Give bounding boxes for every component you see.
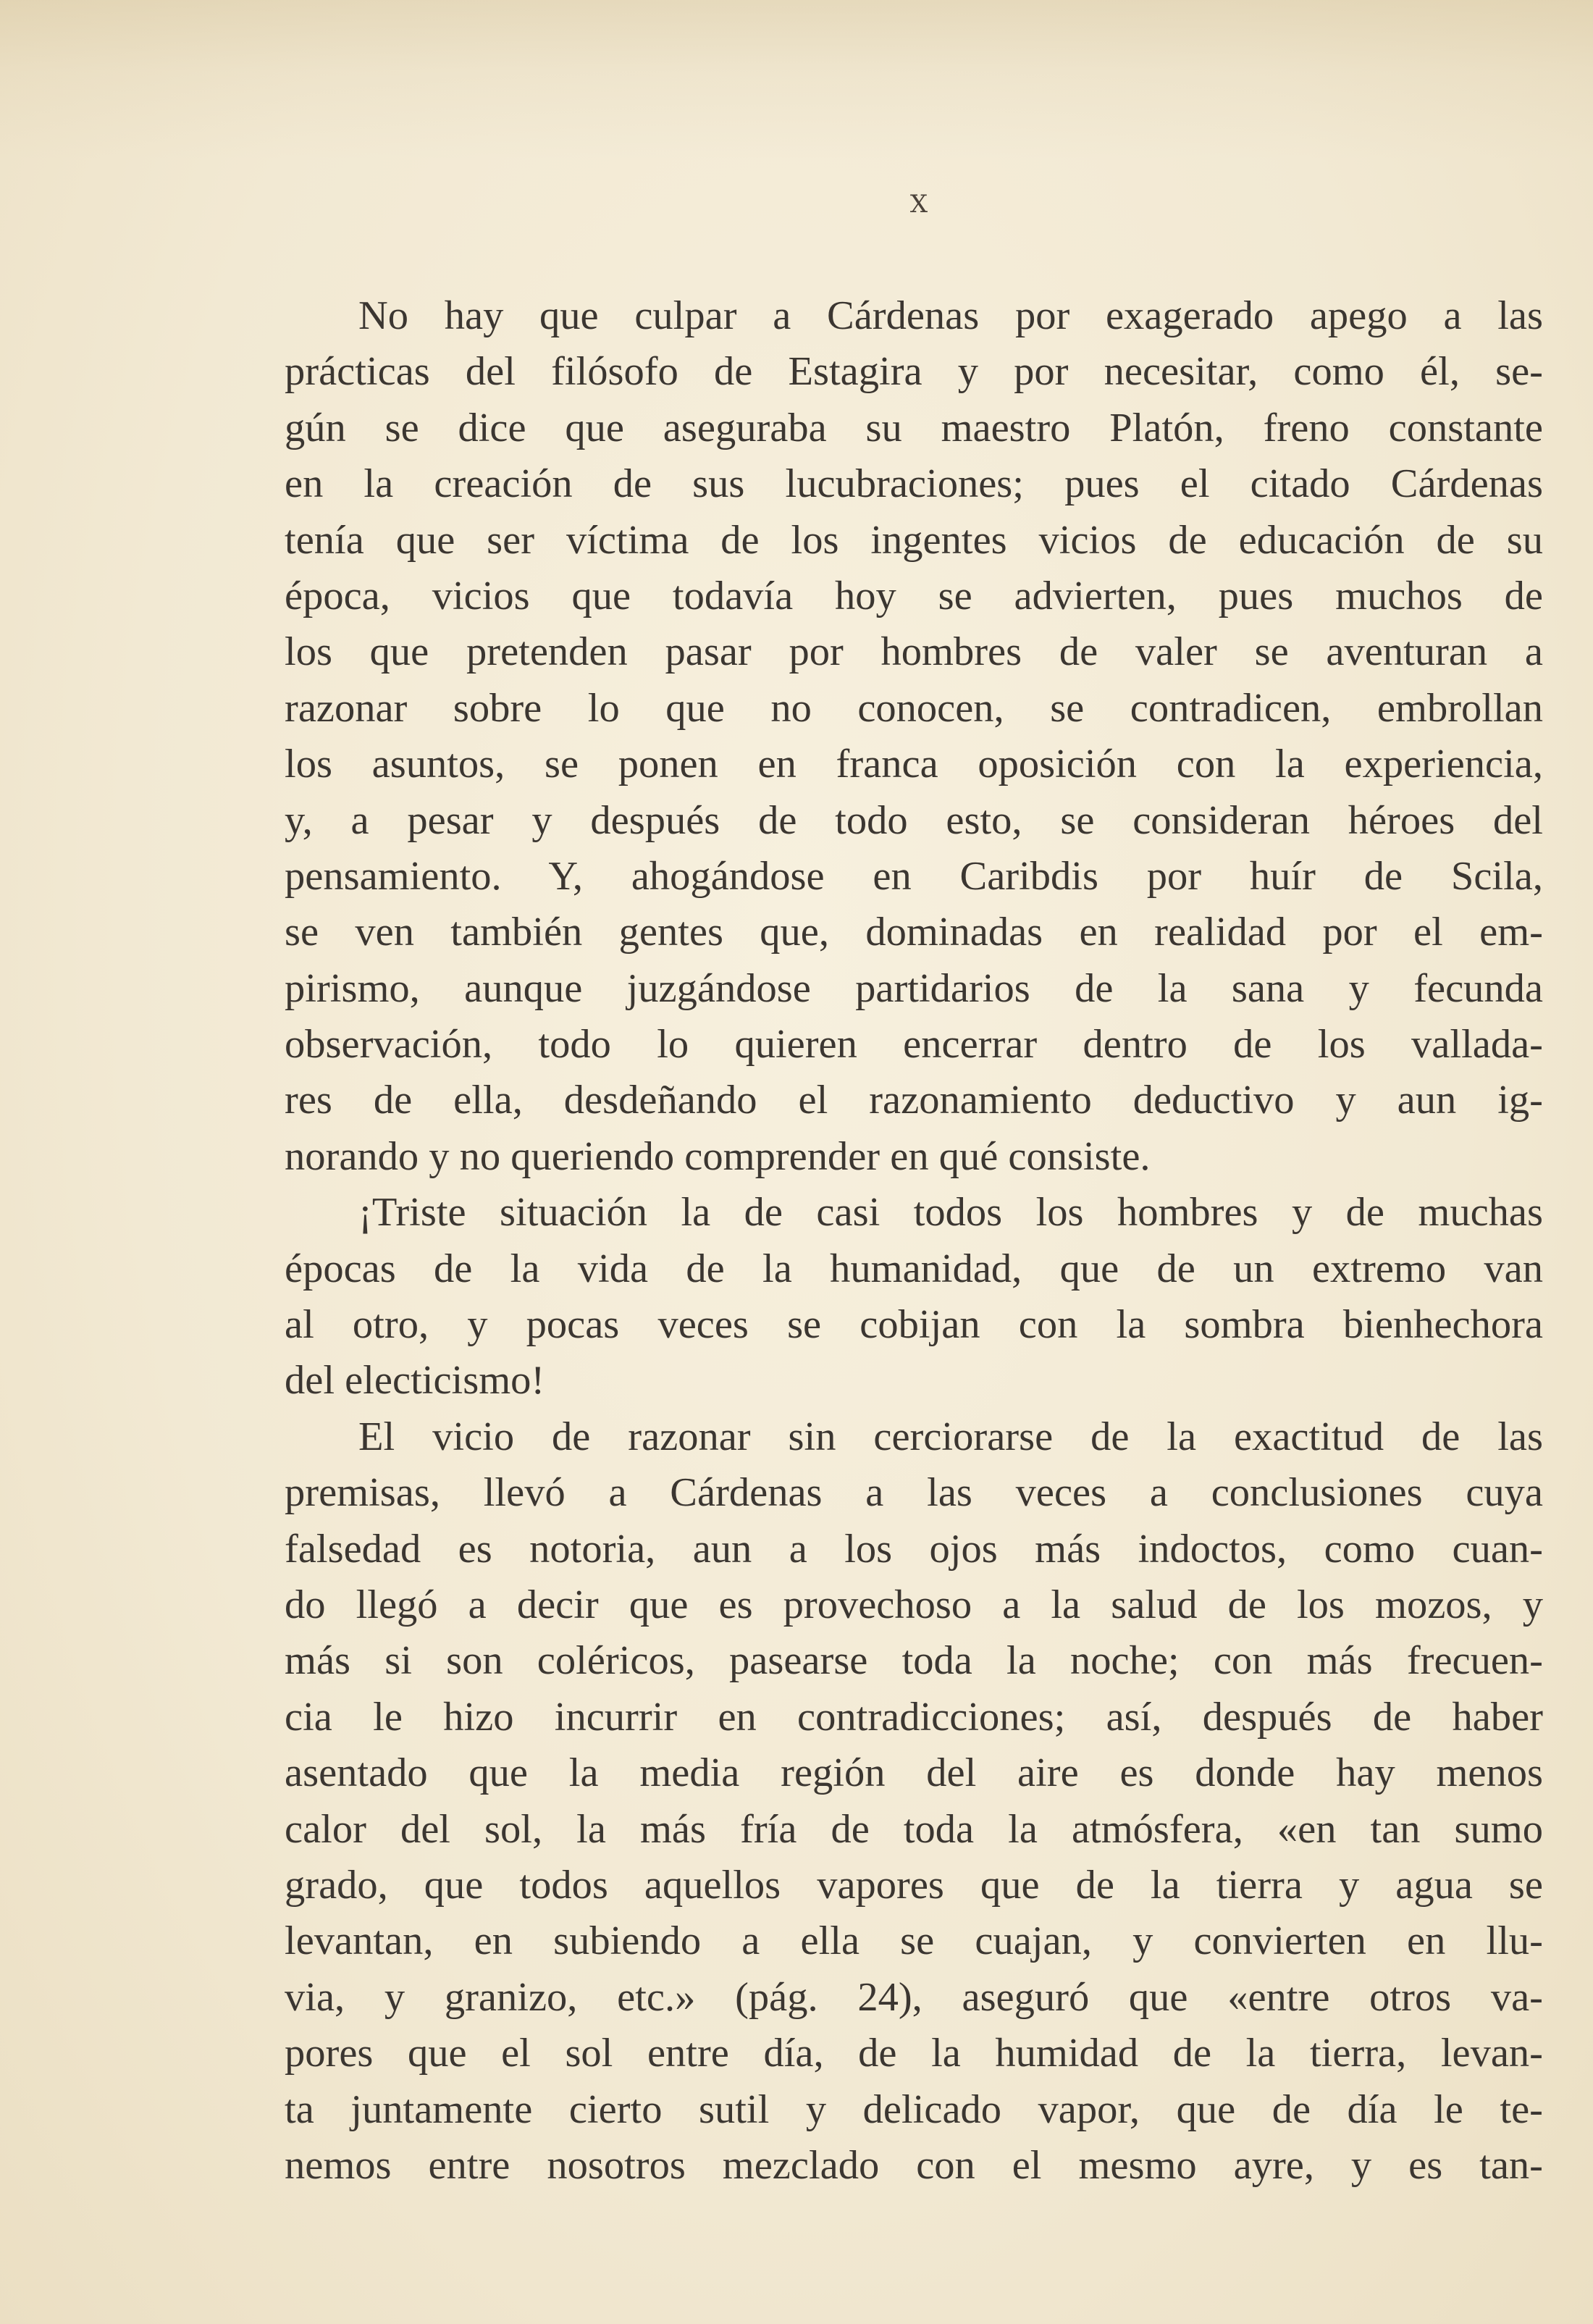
text-line: cia le hizo incurrir en contradicciones; así, después de haber <box>285 1694 1543 1740</box>
text-line: prácticas del filósofo de Estagira y por necesitar, como él, se- <box>285 349 1543 395</box>
text-line: falsedad es notoria, aun a los ojos más indoctos, como cuan- <box>285 1526 1543 1572</box>
text-line: ta juntamente cierto sutil y delicado vapor, que de día le te- <box>285 2086 1543 2132</box>
text-line: pensamiento. Y, ahogándose en Caribdis por huír de Scila, <box>285 853 1543 899</box>
paper-stain <box>0 0 1593 159</box>
text-line: y, a pesar y después de todo esto, se consideran héroes del <box>285 797 1543 843</box>
text-line: asentado que la media región del aire es donde hay menos <box>285 1750 1543 1796</box>
text-line: via, y granizo, etc.» (pág. 24), aseguró que «entre otros va- <box>285 1974 1543 2020</box>
text-line: pirismo, aunque juzgándose partidarios de la sana y fecunda <box>285 965 1543 1011</box>
text-line: del electicismo! <box>285 1358 545 1404</box>
text-line: ¡Triste situación la de casi todos los hombres y de muchas <box>358 1190 1543 1236</box>
text-line: norando y no queriendo comprender en qué consiste. <box>285 1133 1151 1179</box>
text-line: épocas de la vida de la humanidad, que de un extremo van <box>285 1246 1543 1291</box>
text-line: en la creación de sus lucubraciones; pues el citado Cárdenas <box>285 461 1543 507</box>
page-number: X <box>909 190 930 219</box>
text-line: nemos entre nosotros mezclado con el mesmo ayre, y es tan- <box>285 2142 1543 2188</box>
text-line: grado, que todos aquellos vapores que de la tierra y agua se <box>285 1862 1543 1908</box>
text-line: observación, todo lo quieren encerrar dentro de los vallada- <box>285 1022 1543 1067</box>
text-line: El vicio de razonar sin cerciorarse de la exactitud de las <box>358 1414 1543 1459</box>
text-line: premisas, llevó a Cárdenas a las veces a conclusiones cuya <box>285 1470 1543 1516</box>
text-line: pores que el sol entre día, de la humidad de la tierra, levan- <box>285 2031 1543 2076</box>
text-line: calor del sol, la más fría de toda la atmósfera, «en tan sumo <box>285 1806 1543 1852</box>
text-line: razonar sobre lo que no conocen, se contradicen, embrollan <box>285 685 1543 731</box>
text-line: do llegó a decir que es provechoso a la salud de los mozos, y <box>285 1582 1543 1627</box>
text-line: los asuntos, se ponen en franca oposición con la experiencia, <box>285 742 1543 787</box>
text-line: tenía que ser víctima de los ingentes vicios de educación de su <box>285 517 1543 563</box>
text-line: los que pretenden pasar por hombres de valer se aventuran a <box>285 629 1543 675</box>
text-line: al otro, y pocas veces se cobijan con la sombra bienhechora <box>285 1302 1543 1348</box>
text-line: gún se dice que aseguraba su maestro Platón, freno constante <box>285 405 1543 450</box>
text-line: más si son coléricos, pasearse toda la noche; con más frecuen- <box>285 1638 1543 1684</box>
body-text <box>285 288 1543 2194</box>
text-line: res de ella, desdeñando el razonamiento deductivo y aun ig- <box>285 1078 1543 1123</box>
text-line: levantan, en subiendo a ella se cuajan, y convierten en llu- <box>285 1918 1543 1964</box>
text-line: época, vicios que todavía hoy se advierten, pues muchos de <box>285 573 1543 618</box>
text-line: No hay que culpar a Cárdenas por exagerado apego a las <box>358 293 1543 338</box>
text-line: se ven también gentes que, dominadas en realidad por el em- <box>285 910 1543 955</box>
